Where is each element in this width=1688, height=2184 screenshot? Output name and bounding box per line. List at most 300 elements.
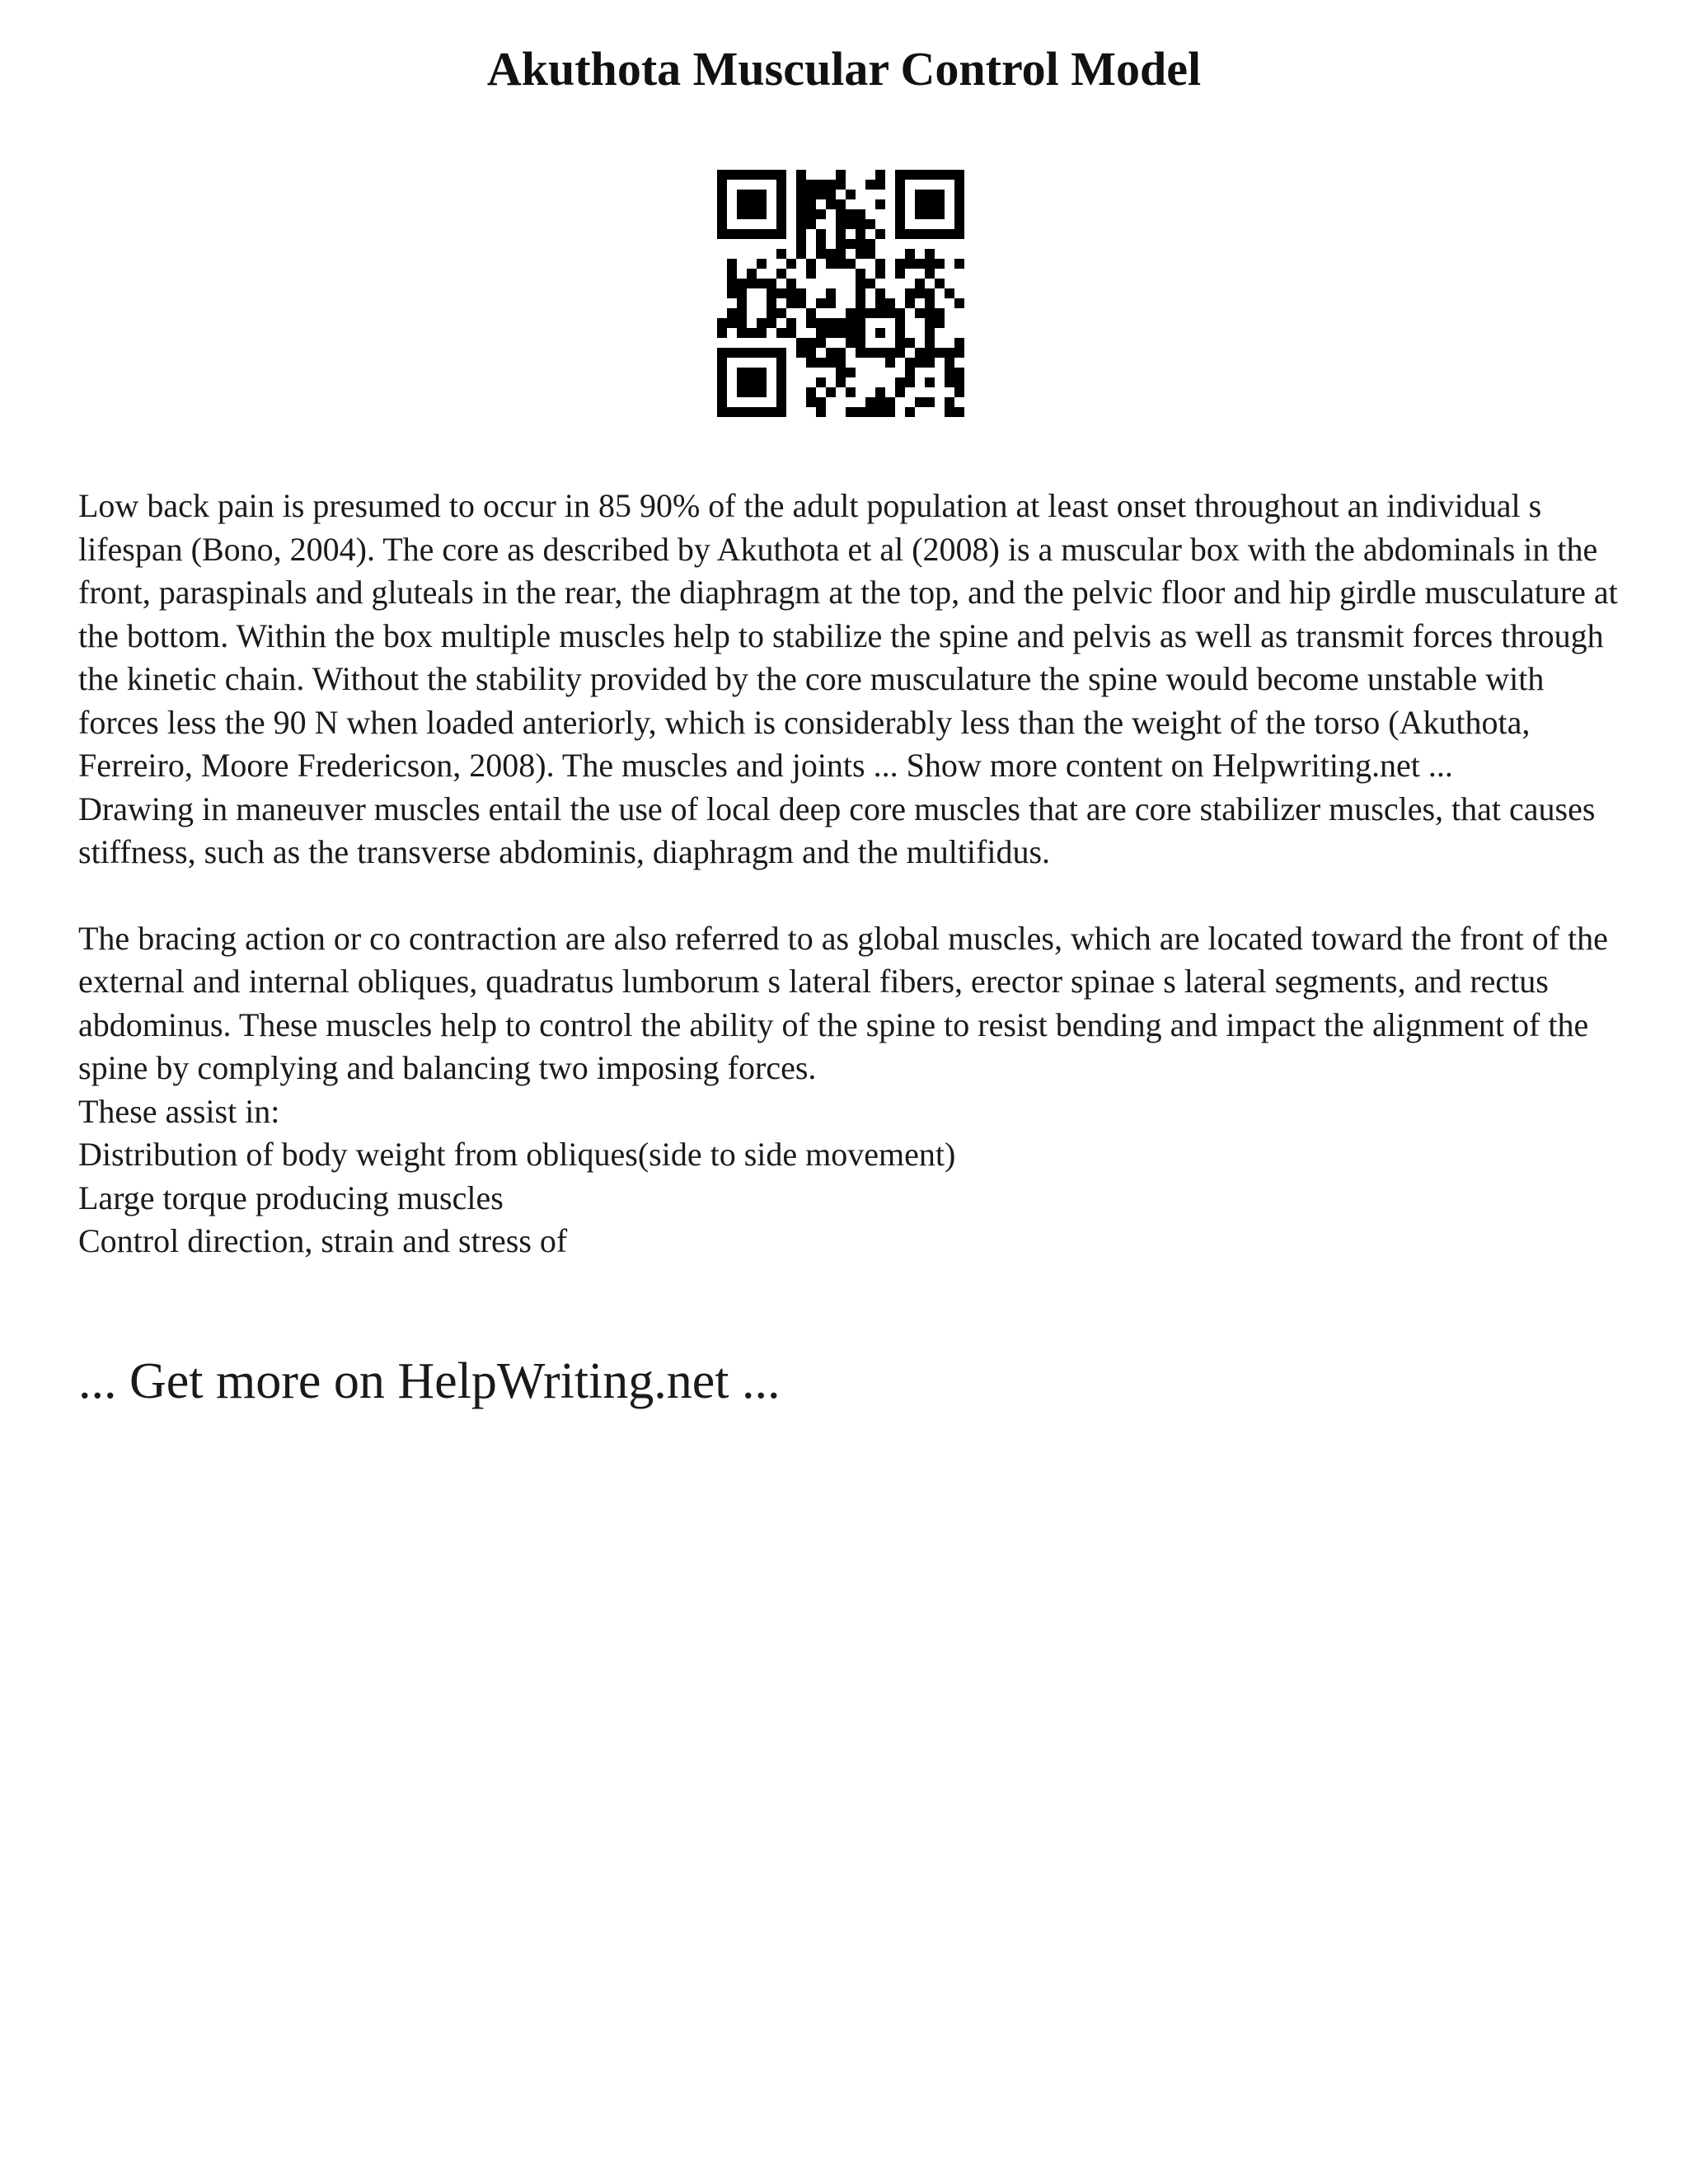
qr-module bbox=[806, 219, 816, 229]
qr-module bbox=[895, 180, 905, 190]
qr-module bbox=[767, 229, 776, 239]
qr-module bbox=[885, 358, 895, 368]
qr-module bbox=[905, 377, 915, 387]
qr-module bbox=[717, 377, 727, 387]
qr-module bbox=[875, 387, 885, 397]
qr-module bbox=[816, 229, 826, 239]
qr-module bbox=[737, 209, 747, 219]
qr-module bbox=[786, 279, 796, 288]
qr-module bbox=[737, 199, 747, 209]
qr-module bbox=[796, 170, 806, 180]
qr-module bbox=[757, 328, 767, 338]
qr-module bbox=[747, 279, 757, 288]
qr-module bbox=[796, 199, 806, 209]
qr-module bbox=[925, 358, 935, 368]
qr-module bbox=[915, 259, 925, 269]
qr-module bbox=[836, 368, 846, 377]
qr-module bbox=[915, 190, 925, 199]
qr-module bbox=[717, 328, 727, 338]
qr-module bbox=[747, 348, 757, 358]
qr-module bbox=[925, 249, 935, 259]
qr-module bbox=[875, 298, 885, 308]
qr-module bbox=[856, 229, 865, 239]
qr-module bbox=[747, 209, 757, 219]
qr-module bbox=[865, 239, 875, 249]
qr-module bbox=[925, 338, 935, 348]
qr-module bbox=[846, 387, 856, 397]
qr-module bbox=[767, 318, 776, 328]
qr-module bbox=[925, 308, 935, 318]
qr-module bbox=[945, 407, 954, 417]
qr-module bbox=[786, 288, 796, 298]
qr-module bbox=[806, 348, 816, 358]
qr-module bbox=[737, 229, 747, 239]
qr-module bbox=[737, 387, 747, 397]
qr-module bbox=[915, 288, 925, 298]
qr-module bbox=[875, 259, 885, 269]
qr-module bbox=[846, 190, 856, 199]
qr-module bbox=[836, 328, 846, 338]
qr-module bbox=[865, 219, 875, 229]
qr-module bbox=[925, 229, 935, 239]
qr-module bbox=[776, 219, 786, 229]
qr-module bbox=[836, 219, 846, 229]
qr-module bbox=[727, 348, 737, 358]
qr-module bbox=[816, 249, 826, 259]
qr-module bbox=[856, 288, 865, 298]
qr-module bbox=[717, 190, 727, 199]
qr-module bbox=[954, 338, 964, 348]
qr-module bbox=[935, 229, 945, 239]
qr-module bbox=[806, 308, 816, 318]
qr-module bbox=[856, 269, 865, 279]
qr-module bbox=[836, 229, 846, 239]
qr-module bbox=[776, 180, 786, 190]
qr-module bbox=[776, 368, 786, 377]
qr-module bbox=[776, 229, 786, 239]
qr-module bbox=[954, 407, 964, 417]
qr-module bbox=[846, 219, 856, 229]
qr-module bbox=[945, 229, 954, 239]
qr-module bbox=[925, 348, 935, 358]
qr-module bbox=[836, 348, 846, 358]
qr-module bbox=[856, 348, 865, 358]
qr-module bbox=[954, 190, 964, 199]
qr-module bbox=[816, 239, 826, 249]
qr-module bbox=[935, 318, 945, 328]
qr-module bbox=[737, 328, 747, 338]
qr-module bbox=[865, 308, 875, 318]
qr-module bbox=[905, 358, 915, 368]
qr-module bbox=[826, 249, 836, 259]
qr-module bbox=[954, 377, 964, 387]
qr-module bbox=[954, 368, 964, 377]
qr-module bbox=[895, 219, 905, 229]
qr-module bbox=[776, 209, 786, 219]
qr-module bbox=[895, 229, 905, 239]
qr-module bbox=[945, 348, 954, 358]
qr-module bbox=[747, 229, 757, 239]
qr-module bbox=[905, 249, 915, 259]
qr-module bbox=[717, 199, 727, 209]
qr-module bbox=[816, 397, 826, 407]
get-more-link[interactable]: ... Get more on HelpWriting.net ... bbox=[78, 1353, 781, 1409]
qr-module bbox=[875, 348, 885, 358]
qr-module bbox=[875, 229, 885, 239]
qr-module bbox=[757, 407, 767, 417]
qr-module bbox=[776, 190, 786, 199]
qr-module bbox=[816, 298, 826, 308]
qr-module bbox=[915, 229, 925, 239]
qr-module bbox=[856, 209, 865, 219]
qr-module bbox=[865, 407, 875, 417]
qr-module bbox=[816, 328, 826, 338]
qr-module bbox=[727, 229, 737, 239]
qr-module bbox=[816, 377, 826, 387]
qr-module bbox=[786, 328, 796, 338]
qr-module bbox=[905, 170, 915, 180]
qr-module bbox=[757, 190, 767, 199]
qr-module bbox=[826, 358, 836, 368]
qr-module bbox=[737, 190, 747, 199]
qr-module bbox=[776, 407, 786, 417]
qr-module bbox=[945, 368, 954, 377]
qr-module bbox=[925, 298, 935, 308]
qr-module bbox=[757, 348, 767, 358]
qr-module bbox=[796, 190, 806, 199]
qr-module bbox=[935, 348, 945, 358]
qr-module bbox=[885, 397, 895, 407]
qr-module bbox=[875, 180, 885, 190]
qr-module bbox=[757, 279, 767, 288]
qr-module bbox=[945, 377, 954, 387]
qr-module bbox=[954, 348, 964, 358]
qr-module bbox=[915, 358, 925, 368]
qr-module bbox=[925, 209, 935, 219]
qr-module bbox=[846, 239, 856, 249]
qr-module bbox=[875, 269, 885, 279]
qr-module bbox=[757, 209, 767, 219]
qr-module bbox=[895, 269, 905, 279]
qr-code bbox=[717, 170, 964, 417]
qr-module bbox=[757, 259, 767, 269]
qr-module bbox=[915, 279, 925, 288]
qr-module bbox=[806, 199, 816, 209]
qr-module bbox=[767, 170, 776, 180]
qr-module bbox=[816, 407, 826, 417]
qr-module bbox=[935, 190, 945, 199]
qr-module bbox=[796, 239, 806, 249]
qr-module bbox=[915, 209, 925, 219]
qr-module bbox=[836, 377, 846, 387]
qr-module bbox=[905, 338, 915, 348]
qr-module bbox=[747, 387, 757, 397]
qr-module bbox=[717, 348, 727, 358]
qr-module bbox=[717, 397, 727, 407]
qr-module bbox=[895, 199, 905, 209]
qr-module bbox=[717, 387, 727, 397]
qr-module bbox=[954, 219, 964, 229]
qr-module bbox=[875, 308, 885, 318]
qr-module bbox=[905, 259, 915, 269]
qr-module bbox=[935, 170, 945, 180]
qr-module bbox=[786, 298, 796, 308]
qr-module bbox=[846, 368, 856, 377]
qr-module bbox=[776, 288, 786, 298]
qr-module bbox=[935, 279, 945, 288]
qr-module bbox=[747, 190, 757, 199]
qr-module bbox=[865, 348, 875, 358]
qr-module bbox=[776, 269, 786, 279]
qr-module bbox=[836, 199, 846, 209]
qr-module bbox=[836, 170, 846, 180]
qr-module bbox=[727, 170, 737, 180]
qr-module bbox=[915, 170, 925, 180]
qr-module bbox=[776, 397, 786, 407]
qr-module bbox=[776, 387, 786, 397]
qr-module bbox=[796, 229, 806, 239]
qr-module bbox=[846, 259, 856, 269]
qr-module bbox=[846, 328, 856, 338]
qr-module bbox=[905, 407, 915, 417]
qr-module bbox=[767, 298, 776, 308]
qr-module bbox=[757, 229, 767, 239]
qr-module bbox=[885, 298, 895, 308]
qr-module bbox=[885, 348, 895, 358]
qr-module bbox=[836, 358, 846, 368]
qr-module bbox=[856, 219, 865, 229]
qr-module bbox=[737, 288, 747, 298]
qr-module bbox=[796, 348, 806, 358]
qr-module bbox=[806, 209, 816, 219]
qr-code-image bbox=[717, 170, 964, 417]
qr-module bbox=[806, 180, 816, 190]
qr-module bbox=[935, 199, 945, 209]
qr-module bbox=[806, 358, 816, 368]
qr-module bbox=[954, 229, 964, 239]
qr-module bbox=[727, 407, 737, 417]
qr-module bbox=[737, 170, 747, 180]
qr-module bbox=[954, 387, 964, 397]
qr-module bbox=[737, 279, 747, 288]
qr-module bbox=[925, 318, 935, 328]
qr-module bbox=[806, 259, 816, 269]
qr-module bbox=[796, 209, 806, 219]
qr-module bbox=[776, 170, 786, 180]
qr-module bbox=[954, 180, 964, 190]
qr-module bbox=[816, 338, 826, 348]
qr-module bbox=[747, 368, 757, 377]
qr-module bbox=[786, 259, 796, 269]
qr-module bbox=[895, 209, 905, 219]
qr-module bbox=[826, 190, 836, 199]
qr-module bbox=[915, 397, 925, 407]
qr-module bbox=[905, 288, 915, 298]
qr-module bbox=[737, 407, 747, 417]
qr-module bbox=[945, 288, 954, 298]
qr-module bbox=[846, 308, 856, 318]
qr-module bbox=[895, 259, 905, 269]
page-title: Akuthota Muscular Control Model bbox=[486, 42, 1202, 96]
qr-module bbox=[826, 387, 836, 397]
qr-module bbox=[727, 288, 737, 298]
qr-module bbox=[945, 170, 954, 180]
qr-module bbox=[935, 308, 945, 318]
qr-module bbox=[776, 308, 786, 318]
qr-module bbox=[826, 180, 836, 190]
qr-module bbox=[885, 407, 895, 417]
qr-module bbox=[875, 288, 885, 298]
qr-module bbox=[925, 170, 935, 180]
qr-module bbox=[806, 190, 816, 199]
qr-module bbox=[856, 279, 865, 288]
qr-module bbox=[717, 368, 727, 377]
qr-module bbox=[816, 190, 826, 199]
qr-module bbox=[895, 318, 905, 328]
qr-module bbox=[727, 259, 737, 269]
qr-module bbox=[954, 199, 964, 209]
qr-module bbox=[767, 348, 776, 358]
qr-module bbox=[875, 328, 885, 338]
qr-module bbox=[757, 318, 767, 328]
qr-module bbox=[895, 338, 905, 348]
qr-module bbox=[856, 239, 865, 249]
qr-module bbox=[856, 338, 865, 348]
qr-module bbox=[816, 358, 826, 368]
qr-module bbox=[737, 377, 747, 387]
qr-module bbox=[826, 259, 836, 269]
qr-module bbox=[925, 190, 935, 199]
qr-module bbox=[717, 219, 727, 229]
qr-module bbox=[856, 318, 865, 328]
qr-module bbox=[895, 308, 905, 318]
qr-module bbox=[776, 377, 786, 387]
qr-module bbox=[885, 308, 895, 318]
qr-module bbox=[954, 298, 964, 308]
qr-module bbox=[925, 328, 935, 338]
qr-module bbox=[875, 199, 885, 209]
qr-module bbox=[717, 209, 727, 219]
qr-module bbox=[836, 239, 846, 249]
qr-module bbox=[895, 348, 905, 358]
qr-module bbox=[905, 298, 915, 308]
qr-module bbox=[737, 368, 747, 377]
article-body bbox=[78, 485, 1628, 1263]
qr-module bbox=[925, 397, 935, 407]
qr-module bbox=[806, 387, 816, 397]
qr-module bbox=[737, 298, 747, 308]
qr-module bbox=[727, 318, 737, 328]
qr-module bbox=[767, 308, 776, 318]
qr-module bbox=[796, 298, 806, 308]
qr-module bbox=[905, 229, 915, 239]
qr-module bbox=[717, 170, 727, 180]
qr-module bbox=[925, 288, 935, 298]
qr-module bbox=[717, 318, 727, 328]
qr-module bbox=[954, 209, 964, 219]
qr-module bbox=[895, 170, 905, 180]
qr-module bbox=[836, 180, 846, 190]
qr-module bbox=[826, 199, 836, 209]
qr-module bbox=[826, 318, 836, 328]
qr-module bbox=[935, 209, 945, 219]
qr-module bbox=[727, 308, 737, 318]
qr-module bbox=[776, 358, 786, 368]
qr-module bbox=[925, 269, 935, 279]
qr-module bbox=[767, 407, 776, 417]
qr-module bbox=[895, 328, 905, 338]
qr-module bbox=[954, 259, 964, 269]
qr-module bbox=[954, 170, 964, 180]
qr-module bbox=[767, 288, 776, 298]
qr-module bbox=[757, 368, 767, 377]
qr-module bbox=[925, 259, 935, 269]
qr-module bbox=[856, 308, 865, 318]
qr-module bbox=[915, 348, 925, 358]
qr-module bbox=[727, 269, 737, 279]
qr-module bbox=[836, 259, 846, 269]
qr-module bbox=[737, 308, 747, 318]
qr-module bbox=[796, 219, 806, 229]
qr-module bbox=[717, 407, 727, 417]
qr-module bbox=[747, 377, 757, 387]
qr-module bbox=[846, 338, 856, 348]
qr-module bbox=[846, 209, 856, 219]
qr-module bbox=[747, 199, 757, 209]
qr-module bbox=[856, 328, 865, 338]
paragraph: Low back pain is presumed to occur in 85 90% of the adult population at least onset throughout an individual s lifespan (Bono, 2004). The core as described by Akuthota et al (2008) is a muscular box with the abdominals in the front, paraspinals and gluteals in the rear, the diaphragm at the top, and the pelvic floor and hip girdle musculature at the bottom. Within the box multiple muscles help to stabilize the spine and pelvis as well as transmit forces through the kinetic chain. Without the stability provided by the core musculature the spine would become unstable with forces less the 90 N when loaded anteriorly, which is considerably less than the weight of the torso (Akuthota, Ferreiro, Moore Fredericson, 2008). The muscles and joints ... Show more content on Helpwriting.net ... Drawing in maneuver muscles entail the use of local deep core muscles that are core stabilizer muscles, that causes stiffness, such as the transverse abdominis, diaphragm and the multifidus. bbox=[78, 487, 1618, 870]
qr-module bbox=[915, 308, 925, 318]
qr-module bbox=[796, 338, 806, 348]
qr-module bbox=[816, 318, 826, 328]
qr-module bbox=[945, 397, 954, 407]
qr-module bbox=[925, 199, 935, 209]
qr-module bbox=[856, 249, 865, 259]
qr-module bbox=[905, 368, 915, 377]
qr-module bbox=[925, 377, 935, 387]
qr-module bbox=[935, 259, 945, 269]
qr-module bbox=[776, 199, 786, 209]
qr-module bbox=[806, 397, 816, 407]
qr-module bbox=[786, 318, 796, 328]
qr-module bbox=[836, 318, 846, 328]
qr-module bbox=[776, 328, 786, 338]
qr-module bbox=[776, 348, 786, 358]
qr-module bbox=[865, 397, 875, 407]
qr-module bbox=[875, 397, 885, 407]
qr-module bbox=[747, 170, 757, 180]
qr-module bbox=[826, 288, 836, 298]
qr-module bbox=[826, 348, 836, 358]
qr-module bbox=[806, 318, 816, 328]
paragraph: The bracing action or co contraction are also referred to as global muscles, which are located toward the front of the external and internal obliques, quadratus lumborum s lateral fibers, erector spinae s lateral segments, and rectus abdominus. These muscles help to control the ability of the spine to resist bending and impact the alignment of the spine by complying and balancing two imposing forces. These assist in: Distribution of body weight from obliques(side to side movement) Large torque producing muscles Control direction, strain and stress of bbox=[78, 919, 1608, 1259]
qr-module bbox=[757, 377, 767, 387]
qr-module bbox=[757, 387, 767, 397]
qr-module bbox=[796, 288, 806, 298]
qr-module bbox=[747, 269, 757, 279]
qr-module bbox=[846, 318, 856, 328]
qr-module bbox=[856, 407, 865, 417]
qr-module bbox=[717, 229, 727, 239]
qr-module bbox=[796, 180, 806, 190]
qr-module bbox=[806, 269, 816, 279]
qr-module bbox=[826, 328, 836, 338]
qr-module bbox=[826, 298, 836, 308]
qr-module bbox=[816, 180, 826, 190]
qr-module bbox=[806, 338, 816, 348]
qr-module bbox=[895, 190, 905, 199]
qr-module bbox=[915, 199, 925, 209]
